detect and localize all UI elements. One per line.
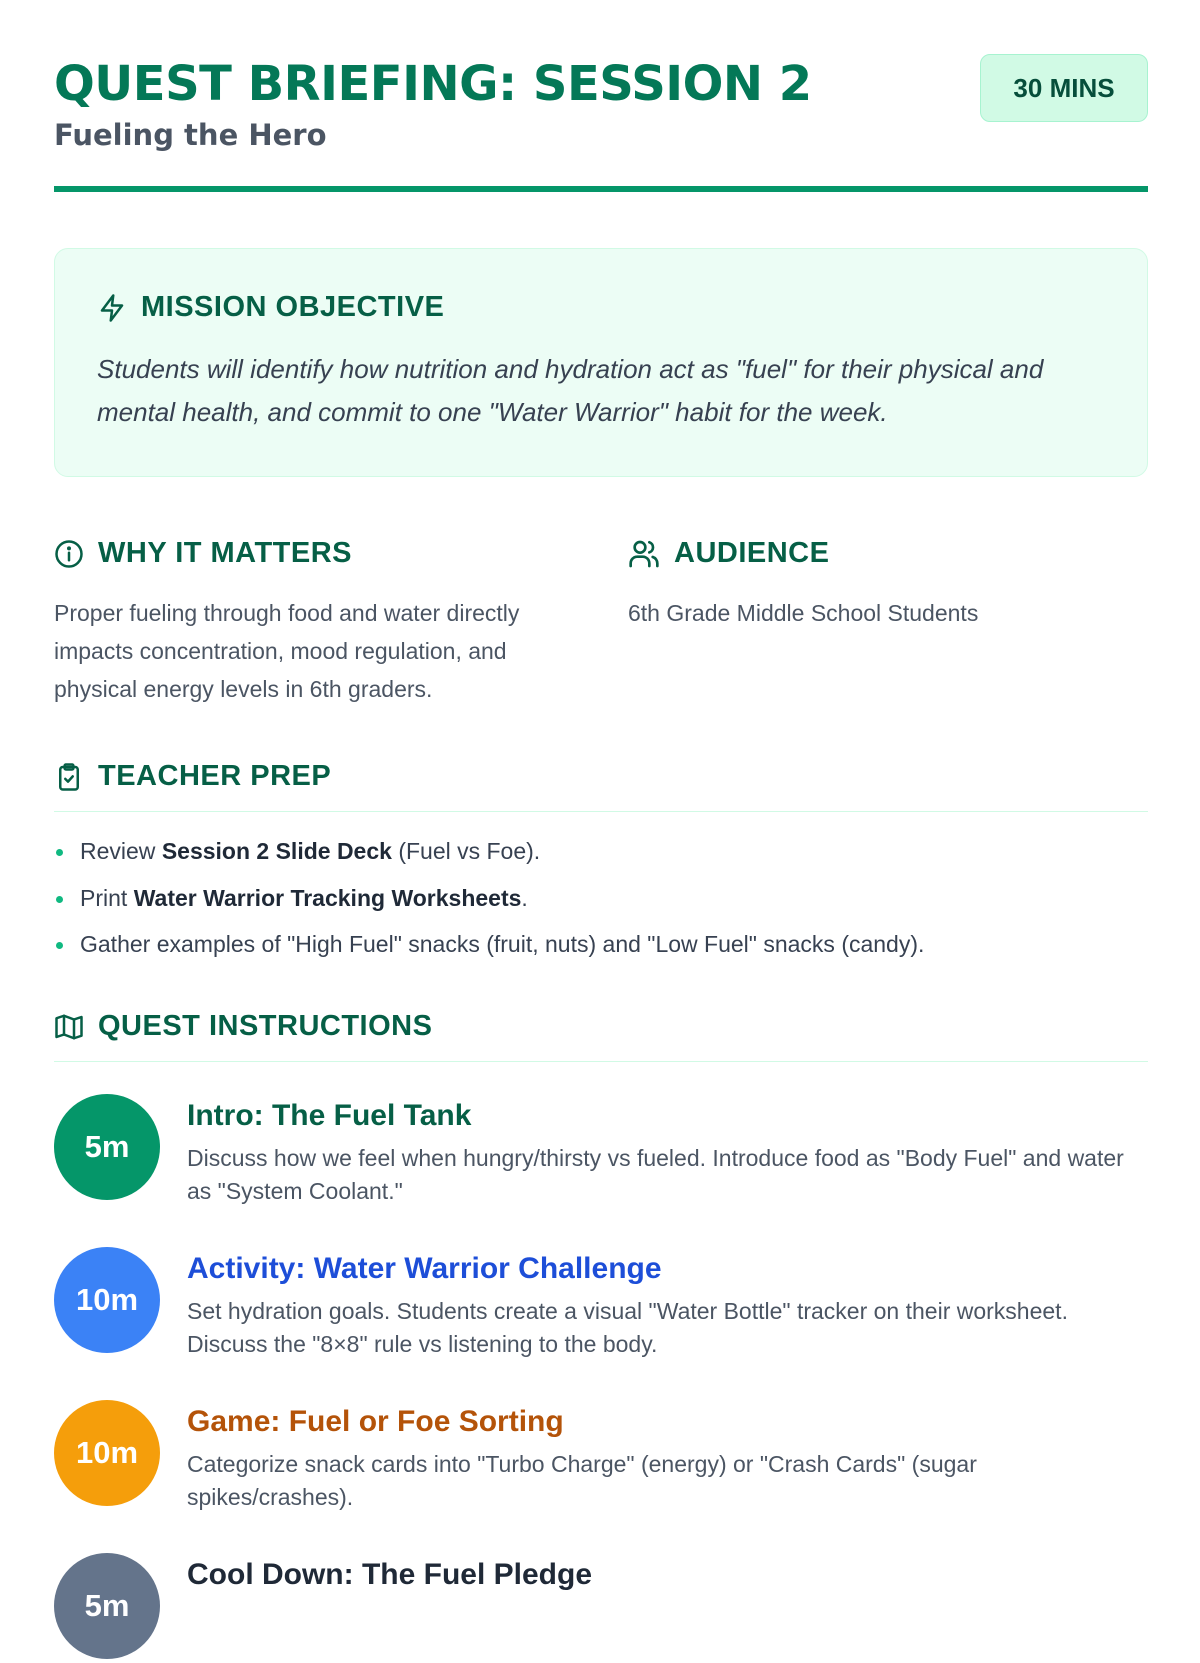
mission-objective-heading-row xyxy=(97,291,1105,324)
prep-item-text: Gather examples of "High Fuel" snacks (fruit, nuts) and "Low Fuel" snacks (candy). xyxy=(80,931,925,957)
step-title: Activity: Water Warrior Challenge xyxy=(187,1252,662,1285)
lightning-icon xyxy=(97,293,127,323)
step-title: Game: Fuel or Foe Sorting xyxy=(187,1405,564,1438)
audience-heading: AUDIENCE xyxy=(674,537,830,569)
list-item xyxy=(54,875,1148,922)
quest-instructions-heading-row xyxy=(54,1010,1148,1062)
teacher-prep-list xyxy=(54,828,1148,968)
mission-objective-text: Students will identify how nutrition and hydration act as "fuel" for their physical and mental health, and commit to one "Water Warrior" habit for the week. xyxy=(97,354,1044,427)
page-title: QUEST BRIEFING: SESSION 2 xyxy=(54,56,812,112)
step-title: Intro: The Fuel Tank xyxy=(187,1099,472,1132)
mission-objective-card xyxy=(54,248,1148,477)
why-it-matters-heading: WHY IT MATTERS xyxy=(98,537,353,569)
prep-item-text: (Fuel vs Foe). xyxy=(391,838,541,864)
duration-badge: 30 MINS xyxy=(980,54,1148,122)
mission-objective-heading: MISSION OBJECTIVE xyxy=(141,291,445,323)
teacher-prep-heading-row xyxy=(54,760,1148,812)
step-time-badge: 5m xyxy=(54,1094,160,1200)
why-it-matters-heading-row xyxy=(54,537,594,570)
teacher-prep-section xyxy=(54,760,1148,968)
step-item xyxy=(54,1094,1148,1204)
step-time-badge: 5m xyxy=(54,1553,160,1659)
step-item xyxy=(54,1400,1148,1510)
audience-heading-row xyxy=(628,537,1148,570)
audience-text: 6th Grade Middle School Students xyxy=(628,600,979,626)
step-title: Cool Down: The Fuel Pledge xyxy=(187,1558,592,1591)
prep-item-text: . xyxy=(521,884,528,911)
users-icon xyxy=(628,538,660,570)
map-icon xyxy=(54,1012,84,1042)
clipboard-check-icon xyxy=(54,762,84,792)
audience-section xyxy=(628,537,1148,632)
teacher-prep-heading: TEACHER PREP xyxy=(98,760,332,792)
page-subtitle: Fueling the Hero xyxy=(54,118,327,152)
step-description: Set hydration goals. Students create a visual "Water Bottle" tracker on their worksheet. Discuss the "8×8" rule vs listening to the body. xyxy=(187,1298,1068,1357)
step-time-badge: 10m xyxy=(54,1400,160,1506)
prep-item-text: Print xyxy=(80,884,134,911)
step-time-badge: 10m xyxy=(54,1247,160,1353)
step-description: Categorize snack cards into "Turbo Charge" (energy) or "Crash Cards" (sugar spikes/crashes). xyxy=(187,1451,977,1510)
step-item xyxy=(54,1247,1148,1357)
step-description: Discuss how we feel when hungry/thirsty vs fueled. Introduce food as "Body Fuel" and water as "System Coolant." xyxy=(187,1145,1124,1204)
quest-instructions-heading: QUEST INSTRUCTIONS xyxy=(98,1010,433,1042)
header-divider xyxy=(54,186,1148,192)
prep-item-text: Review xyxy=(80,838,162,864)
info-icon xyxy=(54,539,84,569)
lesson-page xyxy=(54,0,1148,1623)
why-it-matters-text: Proper fueling through food and water directly impacts concentration, mood regulation, and physical energy levels in 6th graders. xyxy=(54,600,520,702)
quest-instructions-section xyxy=(54,1010,1148,1062)
why-it-matters-section xyxy=(54,537,594,708)
list-item xyxy=(54,828,1148,875)
header xyxy=(54,0,1148,195)
prep-item-bold: Water Warrior Tracking Worksheets xyxy=(133,884,522,911)
step-item xyxy=(54,1553,1148,1663)
list-item xyxy=(54,921,1148,968)
prep-item-bold: Session 2 Slide Deck xyxy=(161,838,392,864)
